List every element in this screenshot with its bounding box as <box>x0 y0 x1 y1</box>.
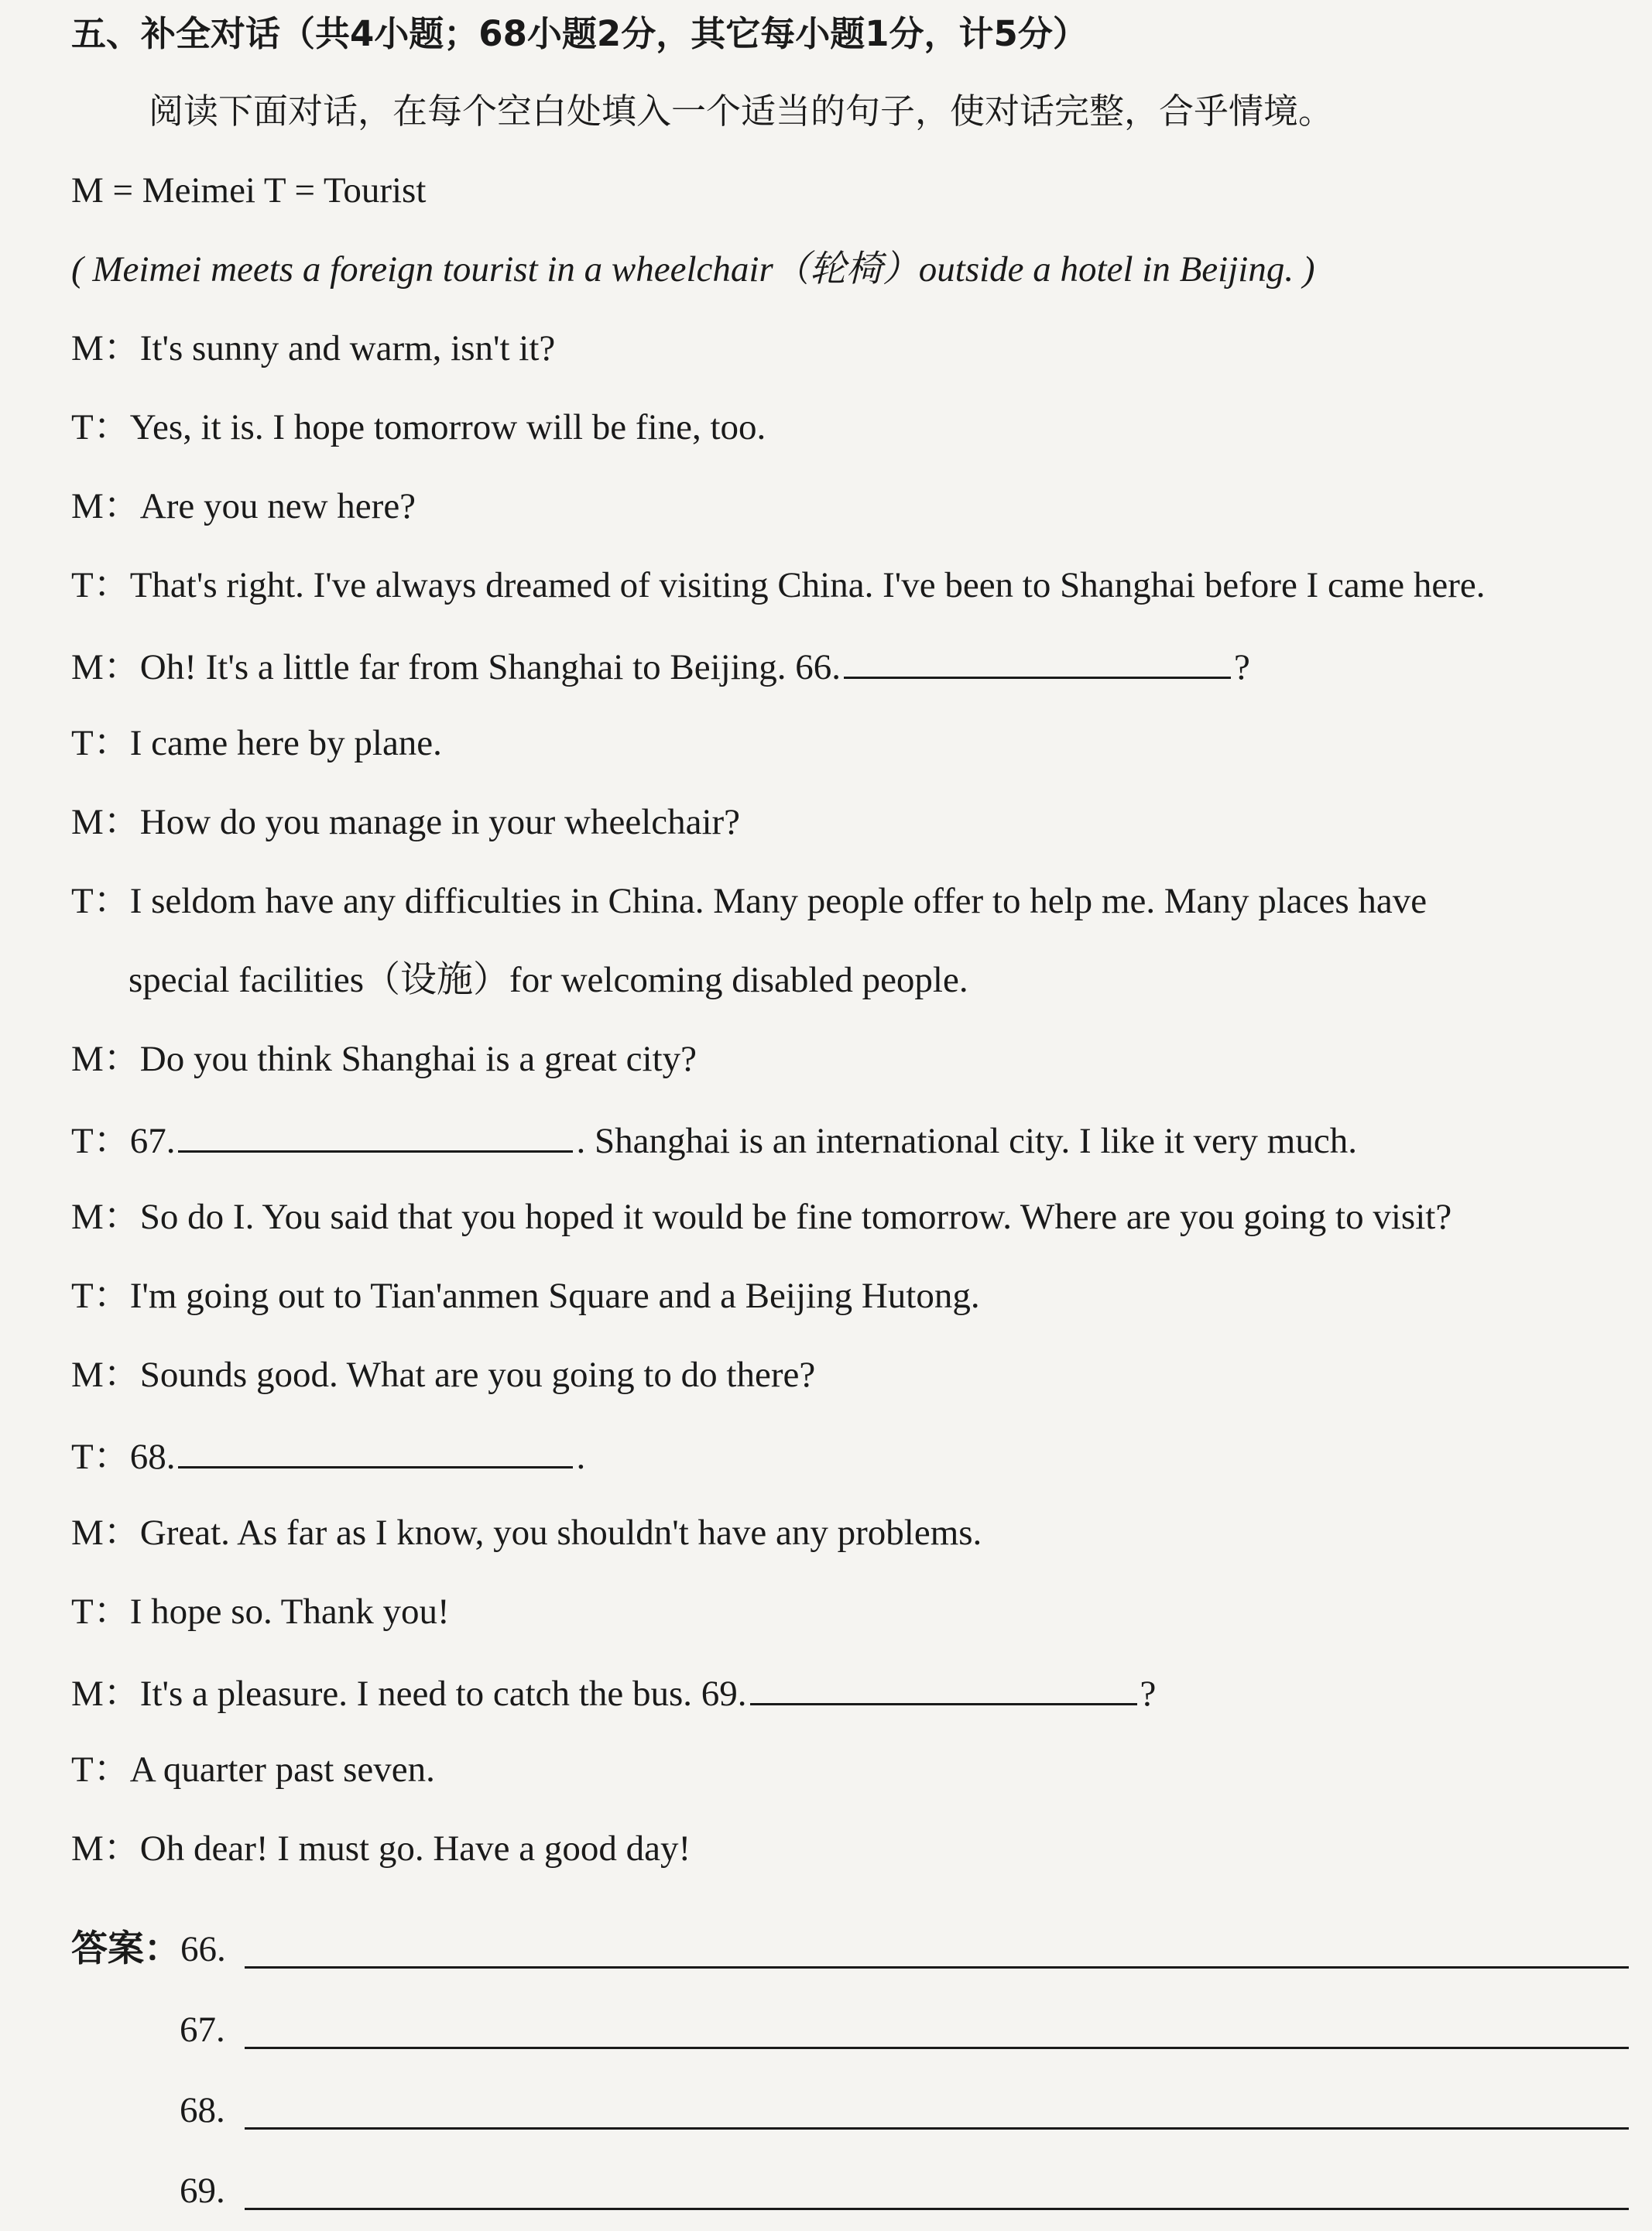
dialogue-text: Oh dear! I must go. Have a good day! <box>139 1828 691 1869</box>
answer-number: 69. <box>180 2171 225 2211</box>
scene-description: ( Meimei meets a foreign tourist in a wheelchair（轮椅）outside a hotel in Beijing. ) <box>71 249 1315 290</box>
section-title: 五、补全对话（共4小题；68小题2分，其它每小题1分，计5分） <box>71 13 1088 54</box>
section-instruction: 阅读下面对话，在每个空白处填入一个适当的句子，使对话完整，合乎情境。 <box>149 91 1334 132</box>
dialogue-line <box>71 1273 980 1319</box>
dialogue-text: So do I. You said that you hoped it would be fine tomorrow. Where are you going to visit? <box>139 1197 1452 1237</box>
dialogue-line <box>71 1036 697 1082</box>
dialogue-line <box>71 562 1485 608</box>
answer-number: 68. <box>180 2090 225 2130</box>
answer-line-68[interactable] <box>245 2127 1629 2130</box>
dialogue-text: That's right. I've always dreamed of visiting China. I've been to Shanghai before I came here. <box>129 565 1486 605</box>
speaker-label: M： <box>71 486 140 526</box>
dialogue-line <box>71 878 1427 924</box>
speaker-label: T： <box>71 1592 130 1632</box>
speaker-label: M： <box>71 1513 140 1553</box>
speaker-label: T： <box>71 1437 130 1477</box>
dialogue-text: ? <box>1140 1674 1157 1714</box>
dialogue-text: . Shanghai is an international city. I like it very much. <box>576 1121 1357 1161</box>
dialogue-line <box>71 1667 1156 1717</box>
dialogue-text: Oh! It's a little far from Shanghai to Beijing. 66. <box>139 647 841 687</box>
answer-row-69 <box>180 2168 225 2214</box>
role-legend: M = Meimei T = Tourist <box>71 170 427 211</box>
dialogue-text: 67. <box>129 1121 176 1161</box>
speaker-label: M： <box>71 1674 140 1714</box>
answer-row-66 <box>71 1926 226 1972</box>
dialogue-line <box>71 720 442 766</box>
dialogue-text: special facilities（设施）for welcoming disabled people. <box>129 960 968 1000</box>
dialogue-text: How do you manage in your wheelchair? <box>139 802 741 842</box>
speaker-label: T： <box>71 565 130 605</box>
dialogue-line <box>71 799 740 845</box>
speaker-label: M： <box>71 802 140 842</box>
dialogue-line <box>71 404 766 451</box>
dialogue-line <box>71 641 1250 691</box>
speaker-label: T： <box>71 1750 130 1790</box>
dialogue-text: 68. <box>129 1437 176 1477</box>
speaker-label: M： <box>71 1828 140 1869</box>
dialogue-line <box>71 1352 815 1398</box>
blank-66[interactable] <box>844 641 1231 679</box>
answer-label: 答案： <box>71 1928 180 1970</box>
dialogue-line <box>71 1510 982 1556</box>
speaker-label: M： <box>71 1197 140 1237</box>
dialogue-line <box>71 1588 450 1635</box>
dialogue-text: Do you think Shanghai is a great city? <box>139 1039 697 1079</box>
dialogue-line <box>71 483 416 529</box>
speaker-label: T： <box>71 1276 130 1316</box>
speaker-label: T： <box>71 723 130 763</box>
dialogue-text: I'm going out to Tian'anmen Square and a Beijing Hutong. <box>129 1276 980 1316</box>
speaker-label: M： <box>71 328 140 368</box>
dialogue-continuation <box>129 957 968 1003</box>
dialogue-text: . <box>576 1437 586 1477</box>
dialogue-line <box>71 1115 1357 1164</box>
dialogue-line <box>71 325 555 372</box>
speaker-label: T： <box>71 1121 130 1161</box>
answer-line-66[interactable] <box>245 1966 1629 1969</box>
dialogue-text: I came here by plane. <box>129 723 442 763</box>
dialogue-line <box>71 1431 585 1480</box>
answer-number: 66. <box>180 1929 226 1969</box>
dialogue-text: ? <box>1234 647 1250 687</box>
dialogue-text: It's sunny and warm, isn't it? <box>139 328 556 368</box>
speaker-label: M： <box>71 1355 140 1395</box>
answer-line-69[interactable] <box>245 2208 1629 2210</box>
dialogue-line <box>71 1746 435 1793</box>
dialogue-text: I hope so. Thank you! <box>129 1592 450 1632</box>
dialogue-text: I seldom have any difficulties in China. Many people offer to help me. Many places have <box>129 881 1428 921</box>
dialogue-text: Sounds good. What are you going to do there? <box>139 1355 816 1395</box>
answer-row-68 <box>180 2087 225 2133</box>
answer-row-67 <box>180 2007 225 2053</box>
dialogue-text: Great. As far as I know, you shouldn't have any problems. <box>139 1513 982 1553</box>
dialogue-text: Yes, it is. I hope tomorrow will be fine, too. <box>129 407 766 447</box>
blank-67[interactable] <box>178 1115 573 1153</box>
dialogue-text: Are you new here? <box>139 486 416 526</box>
speaker-label: T： <box>71 881 130 921</box>
dialogue-text: It's a pleasure. I need to catch the bus. 69. <box>139 1674 747 1714</box>
blank-68[interactable] <box>178 1431 573 1468</box>
dialogue-text: A quarter past seven. <box>129 1750 435 1790</box>
answer-line-67[interactable] <box>245 2047 1629 2049</box>
dialogue-line <box>71 1825 691 1872</box>
dialogue-line <box>71 1194 1451 1240</box>
answer-number: 67. <box>180 2010 225 2050</box>
blank-69[interactable] <box>750 1667 1137 1705</box>
speaker-label: T： <box>71 407 130 447</box>
speaker-label: M： <box>71 1039 140 1079</box>
speaker-label: M： <box>71 647 140 687</box>
